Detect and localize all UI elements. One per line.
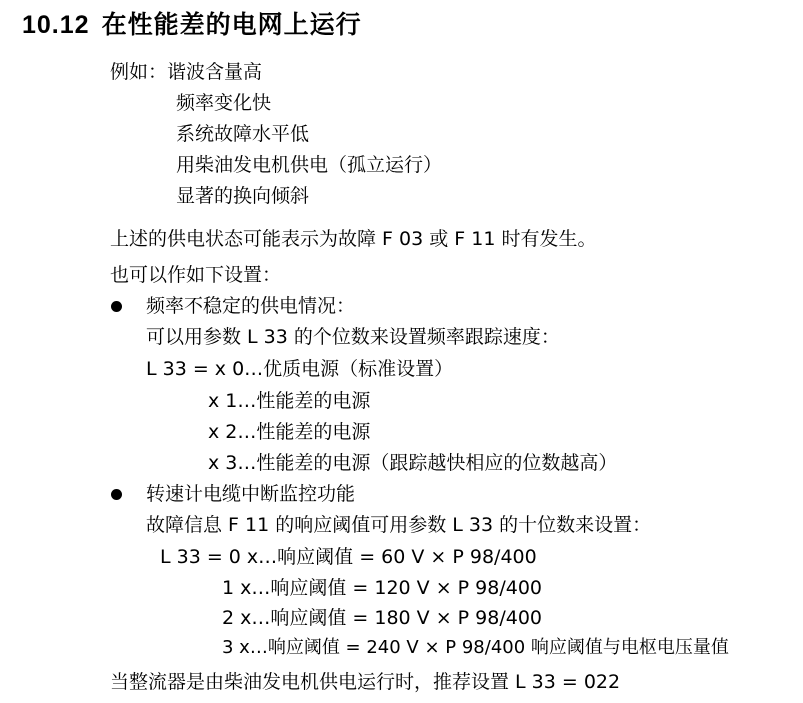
example-item: 用柴油发电机供电（孤立运行） [176, 154, 443, 176]
examples-intro: 例如：谐波含量高 [110, 61, 263, 83]
section-title: 在性能差的电网上运行 [101, 10, 362, 39]
bullet1-heading: 频率不稳定的供电情况： [146, 295, 356, 317]
bullet-icon [111, 301, 122, 312]
bullet-icon [111, 489, 122, 500]
threshold-row: 3 x…响应阈值 = 240 V × P 98/400 响应阈值与电枢电压量值 [222, 637, 729, 658]
frequency-row: x 3…性能差的电源（跟踪越快相应的位数越高） [208, 452, 618, 474]
bullet1-desc: 可以用参数 L 33 的个位数来设置频率跟踪速度： [146, 326, 560, 348]
fault-note: 上述的供电状态可能表示为故障 F 03 或 F 11 时有发生。 [110, 228, 597, 250]
example-item: 系统故障水平低 [176, 123, 310, 145]
recommendation: 当整流器是由柴油发电机供电运行时，推荐设置 L 33 = 022 [110, 671, 621, 693]
section-heading [22, 12, 362, 38]
settings-intro: 也可以作如下设置： [110, 264, 282, 286]
bullet2-heading: 转速计电缆中断监控功能 [146, 483, 356, 505]
frequency-row: x 1…性能差的电源 [208, 390, 371, 412]
example-item: 频率变化快 [176, 92, 272, 114]
section-number: 10.12 [22, 11, 90, 39]
frequency-row: L 33 = x 0…优质电源（标准设置） [146, 358, 454, 380]
threshold-row: 1 x…响应阈值 = 120 V × P 98/400 [222, 577, 543, 599]
frequency-row: x 2…性能差的电源 [208, 421, 371, 443]
threshold-row: 2 x…响应阈值 = 180 V × P 98/400 [222, 607, 543, 629]
bullet2-desc: 故障信息 F 11 的响应阈值可用参数 L 33 的十位数来设置： [146, 514, 652, 536]
threshold-row: L 33 = 0 x…响应阈值 = 60 V × P 98/400 [160, 546, 537, 568]
example-item: 显著的换向倾斜 [176, 185, 310, 207]
